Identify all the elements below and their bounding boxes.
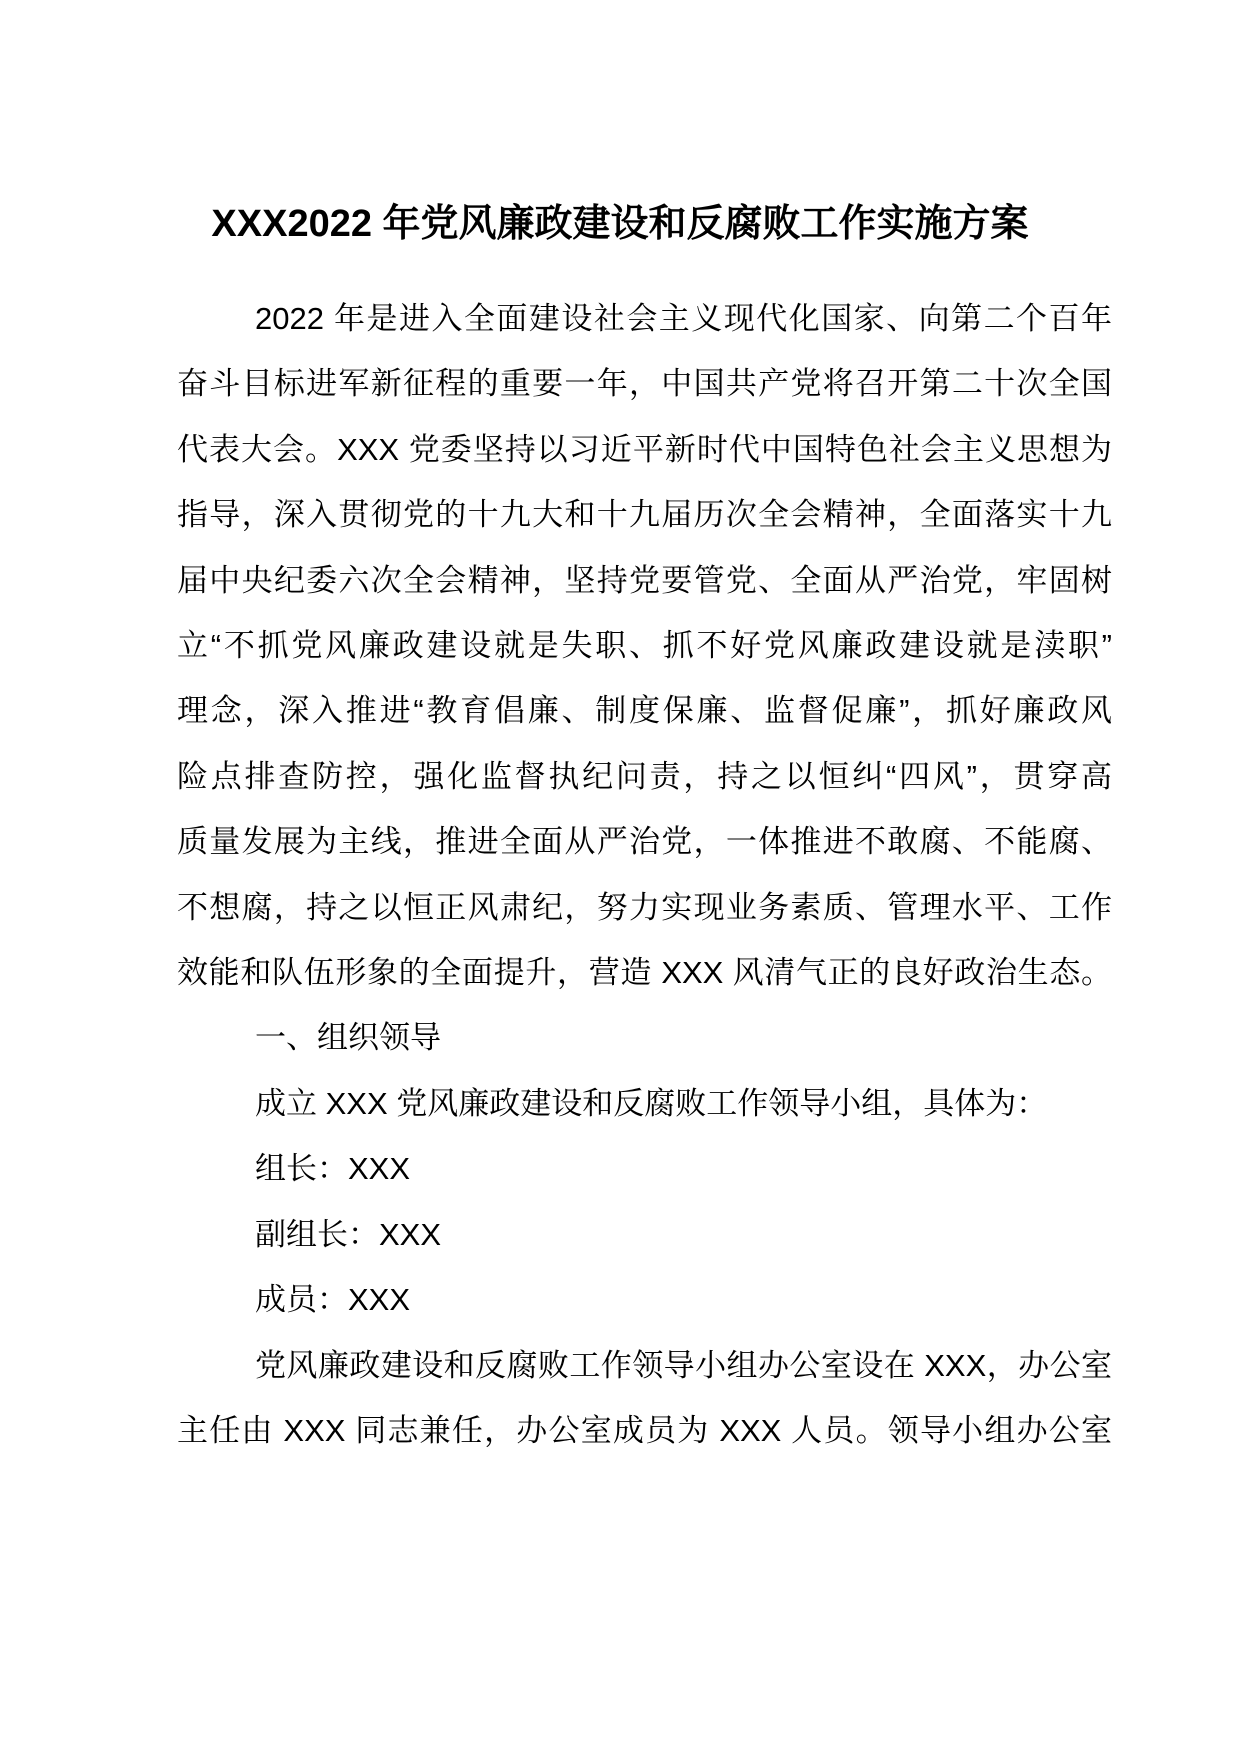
document-text-line: 党风廉政建设和反腐败工作领导小组办公室设在 XXX，办公室 bbox=[255, 1347, 1112, 1383]
document-text-line: 组长：XXX bbox=[255, 1151, 411, 1187]
document-text-line: 副组长：XXX bbox=[255, 1216, 442, 1252]
document-text-line: 不想腐，持之以恒正风肃纪，努力实现业务素质、管理水平、工作 bbox=[177, 889, 1112, 925]
document-text-line: 奋斗目标进军新征程的重要一年，中国共产党将召开第二十次全国 bbox=[177, 366, 1112, 402]
document-text-line: 成立 XXX 党风廉政建设和反腐败工作领导小组，具体为： bbox=[255, 1085, 1048, 1121]
document-text-line: 质量发展为主线，推进全面从严治党，一体推进不敢腐、不能腐、 bbox=[177, 824, 1112, 860]
document-text-line: 一、组织领导 bbox=[255, 1020, 441, 1056]
document-text-line: 代表大会。XXX 党委坚持以习近平新时代中国特色社会主义思想为 bbox=[177, 431, 1112, 467]
document-text-line: 险点排查防控，强化监督执纪问责，持之以恒纠“四风”，贯穿高 bbox=[177, 758, 1112, 794]
document-title: XXX2022 年党风廉政建设和反腐败工作实施方案 bbox=[211, 203, 1029, 245]
document-text-line: 理念，深入推进“教育倡廉、制度保廉、监督促廉”，抓好廉政风 bbox=[177, 693, 1112, 729]
document-text-line: 届中央纪委六次全会精神，坚持党要管党、全面从严治党，牢固树 bbox=[177, 562, 1112, 598]
document-text-line: 2022 年是进入全面建设社会主义现代化国家、向第二个百年 bbox=[255, 301, 1112, 336]
document-body bbox=[177, 286, 1112, 1463]
document-text-line: 主任由 XXX 同志兼任，办公室成员为 XXX 人员。领导小组办公室 bbox=[177, 1412, 1112, 1448]
document-text-line: 效能和队伍形象的全面提升，营造 XXX 风清气正的良好政治生态。 bbox=[177, 955, 1112, 991]
document-text-line: 成员：XXX bbox=[255, 1282, 411, 1318]
document-text-line: 立“不抓党风廉政建设就是失职、抓不好党风廉政建设就是渎职” bbox=[177, 628, 1112, 664]
document-text-line: 指导，深入贯彻党的十九大和十九届历次全会精神，全面落实十九 bbox=[177, 497, 1112, 533]
